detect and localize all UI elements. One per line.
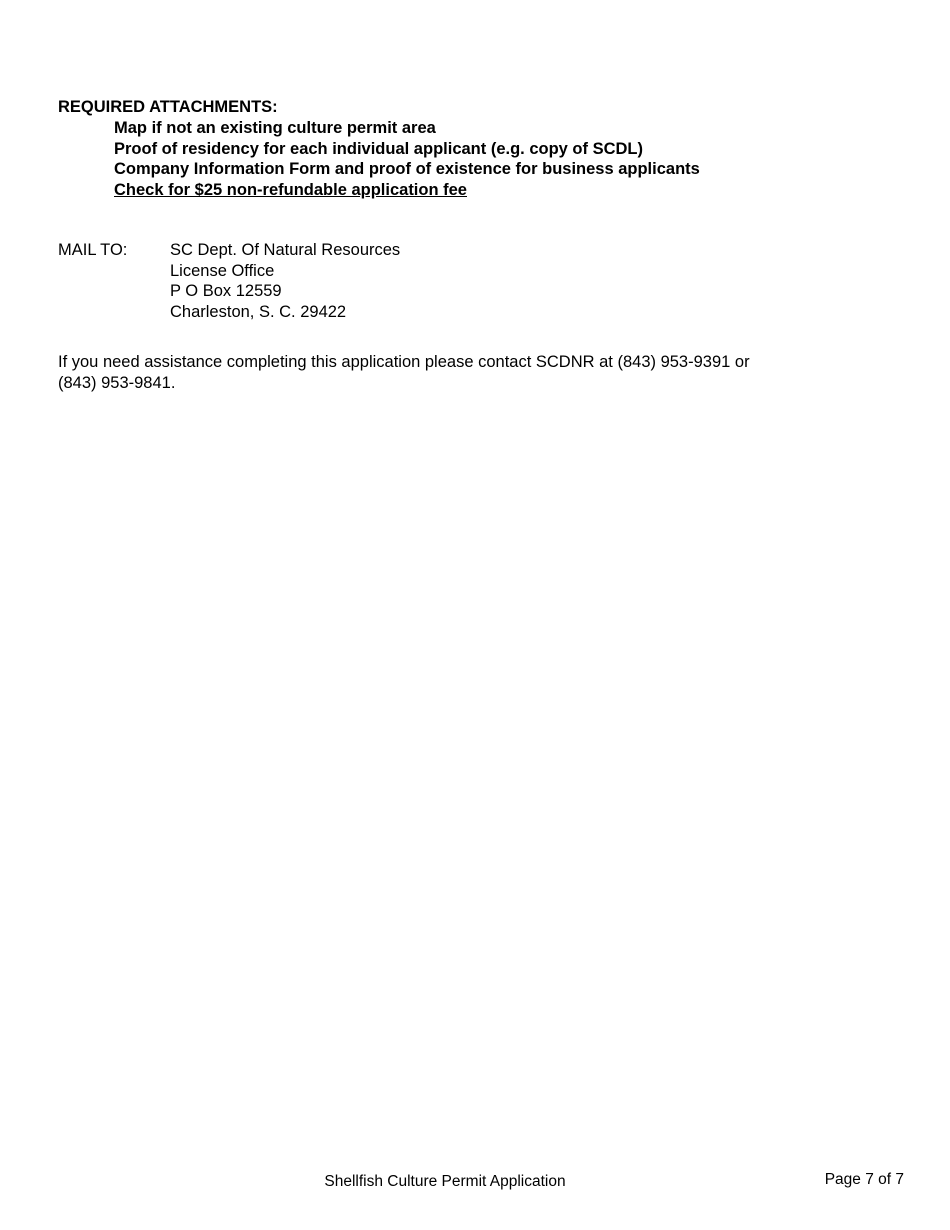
assistance-line-1: If you need assistance completing this application please contact SCDNR at (843) 953-9391 or <box>58 353 750 371</box>
required-attachments-list <box>114 118 700 201</box>
address-line-organization: SC Dept. Of Natural Resources <box>170 241 401 259</box>
footer-page-number: Page 7 of 7 <box>824 1171 904 1188</box>
assistance-paragraph <box>58 352 798 393</box>
attachment-item-application-fee: Check for $25 non-refundable application fee <box>114 181 467 200</box>
required-attachments-heading: REQUIRED ATTACHMENTS: <box>58 98 278 116</box>
mail-to-label: MAIL TO: <box>58 241 128 259</box>
mailing-address <box>170 240 400 323</box>
address-line-po-box: P O Box 12559 <box>170 282 282 301</box>
attachment-item-map: Map if not an existing culture permit area <box>114 119 436 137</box>
attachment-item-company-information: Company Information Form and proof of existence for business applicants <box>114 160 700 179</box>
address-line-city: Charleston, S. C. 29422 <box>170 303 347 322</box>
attachment-item-proof-of-residency: Proof of residency for each individual applicant (e.g. copy of SCDL) <box>114 139 643 158</box>
assistance-line-2: (843) 953-9841. <box>58 373 176 392</box>
address-line-office: License Office <box>170 261 275 280</box>
footer-document-title: Shellfish Culture Permit Application <box>324 1173 566 1190</box>
